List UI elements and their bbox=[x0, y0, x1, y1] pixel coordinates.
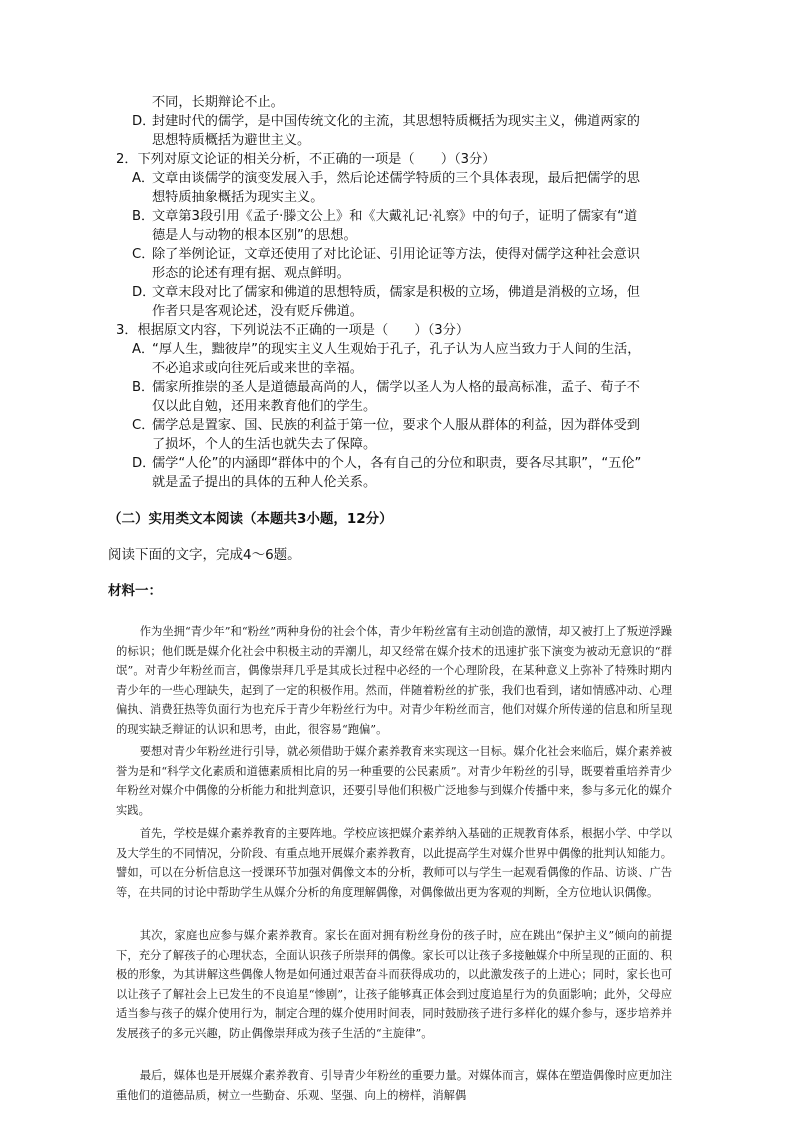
q1-option-d-line1: 封建时代的儒学，是中国传统文化的主流，其思想特质概括为现实主义，佛道两家的 bbox=[152, 114, 640, 129]
q2-stem: 2．下列对原文论证的相关分析，不正确的一项是（ ）（3分） bbox=[116, 152, 496, 167]
q2-option-b-label: B． bbox=[132, 209, 155, 224]
q3-option-a-line2: 不必追求或向往死后或来世的幸福。 bbox=[152, 361, 363, 376]
q3-option-d-line1: 儒学“人伦”的内涵即“群体中的个人，各有自己的分位和职责，要各尽其职”，“五伦” bbox=[152, 456, 642, 471]
paragraph-text: 其次，家庭也应参与媒介素养教育。家长在面对拥有粉丝身份的孩子时，应在跳出“保护主义”倾向的前提下，充分了解孩子的心理状态，全面认识孩子所崇拜的偶像。家长可以让孩子多接触媒介中所呈现的正面的、积极的形象，为其讲解这些偶像人物是如何通过艰苦奋斗而获得成功的，以此激发孩子的上进心；同时，家长也可以让孩子了解社会上已发生的不良追星“惨剧”，让孩子能够真正体会到过度追星行为的负面影响；此外，父母应适当参与孩子的媒介使用行为，制定合理的媒介使用时间表，同时鼓励孩子进行多样化的媒介参与，逐步培养并发展孩子的多元兴趣，防止偶像崇拜成为孩子生活的“主旋律”。 bbox=[116, 929, 672, 1040]
q1-option-c-continuation: 不同，长期辩论不止。 bbox=[152, 95, 284, 110]
material-paragraph-5 bbox=[116, 1066, 672, 1105]
q2-option-d-line2: 作者只是客观论述，没有贬斥佛道。 bbox=[152, 304, 363, 319]
q2-option-c-label: C． bbox=[132, 247, 155, 262]
material-paragraph-2 bbox=[116, 742, 672, 820]
material-paragraph-3 bbox=[116, 824, 672, 902]
paragraph-text: 要想对青少年粉丝进行引导，就必须借助于媒介素养教育来实现这一目标。媒介化社会来临后，媒介素养被誉为是和“科学文化素质和道德素质相比肩的另一种重要的公民素质”。对青少年粉丝的引导，既要着重培养青少年粉丝对媒介中偶像的分析能力和批判意识，还要引导他们积极广泛地参与到媒介传播中来，参与多元化的媒介实践。 bbox=[116, 745, 672, 817]
q2-option-c-line2: 形态的论述有理有据、观点鲜明。 bbox=[152, 266, 350, 281]
paragraph-text: 最后，媒体也是开展媒介素养教育、引导青少年粉丝的重要力量。对媒体而言，媒体在塑造偶像时应更加注重他们的道德品质，树立一些勤奋、乐观、坚强、向上的榜样，消解偶 bbox=[116, 1069, 672, 1102]
q2-option-a-label: A． bbox=[132, 171, 155, 186]
paragraph-text: 首先，学校是媒介素养教育的主要阵地。学校应该把媒介素养纳入基础的正规教育体系，根据小学、中学以及大学生的不同情况，分阶段、有重点地开展媒介素养教育，以此提高学生对媒介世界中偶像的批判认知能力。譬如，可以在分析信息这一授课环节加强对偶像文本的分析，教师可以与学生一起观看偶像的作品、访谈、广告等，在共同的讨论中帮助学生从媒介分析的角度理解偶像，对偶像做出更为客观的判断，全方位地认识偶像。 bbox=[116, 827, 672, 899]
q3-stem: 3．根据原文内容，下列说法不正确的一项是（ ）（3分） bbox=[116, 323, 470, 338]
q3-option-a-label: A． bbox=[132, 342, 155, 357]
q2-option-c-line1: 除了举例论证，文章还使用了对比论证、引用论证等方法，使得对儒学这种社会意识 bbox=[152, 247, 640, 262]
q3-option-c-line2: 了损坏，个人的生活也就失去了保障。 bbox=[152, 437, 377, 452]
q3-option-b-line1: 儒家所推崇的圣人是道德最高尚的人，儒学以圣人为人格的最高标准，孟子、荀子不 bbox=[152, 380, 640, 395]
q2-option-b-line2: 德是人与动物的根本区别”的思想。 bbox=[152, 228, 357, 243]
q3-option-c-line1: 儒学总是置家、国、民族的利益于第一位，要求个人服从群体的利益，因为群体受到 bbox=[152, 418, 640, 433]
q3-option-d-line2: 就是孟子提出的具体的五种人伦关系。 bbox=[152, 475, 377, 490]
q3-option-d-label: D． bbox=[132, 456, 156, 471]
q2-option-b-line1: 文章第3段引用《孟子·滕文公上》和《大戴礼记·礼察》中的句子，证明了儒家有“道 bbox=[152, 209, 638, 224]
section-heading: （二）实用类文本阅读（本题共3小题，12分） bbox=[108, 511, 393, 527]
q2-option-a-line1: 文章由谈儒学的演变发展入手，然后论述儒学特质的三个具体表现，最后把儒学的思 bbox=[152, 171, 640, 186]
q1-option-d-line2: 思想特质概括为避世主义。 bbox=[152, 133, 311, 148]
material-label: 材料一： bbox=[108, 583, 162, 599]
q3-option-b-label: B． bbox=[132, 380, 155, 395]
q2-option-a-line2: 想特质抽象概括为现实主义。 bbox=[152, 190, 324, 205]
q3-option-c-label: C． bbox=[132, 418, 155, 433]
paragraph-text: 作为坐拥“青少年”和“粉丝”两种身份的社会个体，青少年粉丝富有主动创造的激情，却又被打上了叛逆浮躁的标识；他们既是媒介化社会中积极主动的弄潮儿，却又经常在媒介技术的迅速扩张下演变为被动无意识的“群氓”。对青少年粉丝而言，偶像崇拜几乎是其成长过程中必经的一个心理阶段，在某种意义上弥补了特殊时期内青少年的一些心理缺失，起到了一定的积极作用。然而，伴随着粉丝的扩张，我们也看到，诸如情感冲动、心理偏执、消费狂热等负面行为也充斥于青少年粉丝行为中。对青少年粉丝而言，他们对媒介所传递的信息和所呈现的现实缺乏辩证的认识和思考，由此，很容易“跑偏”。 bbox=[116, 625, 672, 736]
q3-option-b-line2: 仅以此自勉，还用来教育他们的学生。 bbox=[152, 399, 377, 414]
material-paragraph-4 bbox=[116, 926, 672, 1043]
q1-option-d-label: D． bbox=[132, 114, 156, 129]
q3-option-a-line1: “厚人生，黜彼岸”的现实主义人生观始于孔子，孔子认为人应当致力于人间的生活， bbox=[152, 342, 641, 357]
instruction-text: 阅读下面的文字，完成4～6题。 bbox=[108, 547, 301, 563]
q2-option-d-label: D． bbox=[132, 285, 156, 300]
material-paragraph-1 bbox=[116, 622, 672, 739]
q2-option-d-line1: 文章末段对比了儒家和佛道的思想特质，儒家是积极的立场，佛道是消极的立场，但 bbox=[152, 285, 640, 300]
